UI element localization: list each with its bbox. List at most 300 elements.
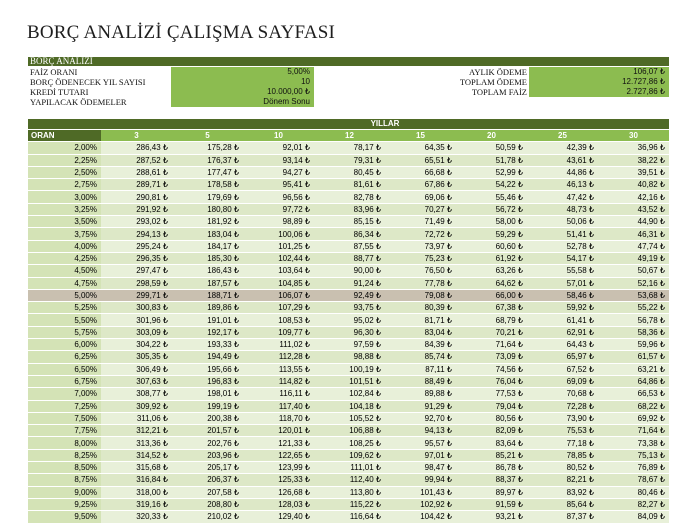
rate-cell[interactable]: 5,75% <box>28 326 101 338</box>
payment-cell[interactable]: 57,01 ₺ <box>527 277 598 289</box>
payment-cell[interactable]: 299,71 ₺ <box>101 289 172 301</box>
payment-cell[interactable]: 77,78 ₺ <box>385 277 456 289</box>
rate-cell[interactable]: 6,00% <box>28 339 101 351</box>
payment-cell[interactable]: 39,51 ₺ <box>598 166 669 178</box>
payment-cell[interactable]: 191,01 ₺ <box>172 314 243 326</box>
payment-cell[interactable]: 201,57 ₺ <box>172 425 243 437</box>
payment-cell[interactable]: 58,46 ₺ <box>527 289 598 301</box>
payment-cell[interactable]: 179,69 ₺ <box>172 191 243 203</box>
payment-cell[interactable]: 129,40 ₺ <box>243 511 314 523</box>
rate-cell[interactable]: 9,50% <box>28 511 101 523</box>
payment-cell[interactable]: 111,01 ₺ <box>314 462 385 474</box>
payment-cell[interactable]: 102,44 ₺ <box>243 252 314 264</box>
payment-cell[interactable]: 108,25 ₺ <box>314 437 385 449</box>
payment-cell[interactable]: 99,94 ₺ <box>385 474 456 486</box>
payment-cell[interactable]: 106,88 ₺ <box>314 425 385 437</box>
payment-cell[interactable]: 68,22 ₺ <box>598 400 669 412</box>
payment-cell[interactable]: 305,35 ₺ <box>101 351 172 363</box>
payment-cell[interactable]: 184,17 ₺ <box>172 240 243 252</box>
payment-cell[interactable]: 207,58 ₺ <box>172 486 243 498</box>
payment-cell[interactable]: 73,90 ₺ <box>527 412 598 424</box>
payment-cell[interactable]: 97,72 ₺ <box>243 203 314 215</box>
payment-cell[interactable]: 55,46 ₺ <box>456 191 527 203</box>
rate-cell[interactable]: 4,00% <box>28 240 101 252</box>
table-row <box>28 511 669 523</box>
payments-label: YAPILACAK ÖDEMELER <box>30 97 127 107</box>
payment-cell[interactable]: 93,75 ₺ <box>314 302 385 314</box>
payment-cell[interactable]: 208,80 ₺ <box>172 498 243 510</box>
payment-cell[interactable]: 64,62 ₺ <box>456 277 527 289</box>
payment-cell[interactable]: 80,45 ₺ <box>314 166 385 178</box>
payment-cell[interactable]: 98,89 ₺ <box>243 216 314 228</box>
payment-cell[interactable]: 85,64 ₺ <box>527 498 598 510</box>
table-row <box>28 179 669 191</box>
payment-cell[interactable]: 73,38 ₺ <box>598 437 669 449</box>
payment-cell[interactable]: 103,64 ₺ <box>243 265 314 277</box>
payment-cell[interactable]: 64,35 ₺ <box>385 142 456 154</box>
payment-cell[interactable]: 112,40 ₺ <box>314 474 385 486</box>
payment-cell[interactable]: 67,86 ₺ <box>385 179 456 191</box>
payment-cell[interactable]: 300,83 ₺ <box>101 302 172 314</box>
payment-cell[interactable]: 86,78 ₺ <box>456 462 527 474</box>
table-row <box>28 462 669 474</box>
payment-cell[interactable]: 298,59 ₺ <box>101 277 172 289</box>
payment-cell[interactable]: 64,86 ₺ <box>598 375 669 387</box>
rate-cell[interactable]: 5,00% <box>28 289 101 301</box>
payment-cell[interactable]: 76,04 ₺ <box>456 375 527 387</box>
payment-cell[interactable]: 80,39 ₺ <box>385 302 456 314</box>
payment-cell[interactable]: 92,01 ₺ <box>243 142 314 154</box>
payment-cell[interactable]: 52,16 ₺ <box>598 277 669 289</box>
payment-cell[interactable]: 54,17 ₺ <box>527 252 598 264</box>
payment-cell[interactable]: 301,96 ₺ <box>101 314 172 326</box>
payment-cell[interactable]: 75,23 ₺ <box>385 252 456 264</box>
payment-cell[interactable]: 43,61 ₺ <box>527 154 598 166</box>
payment-cell[interactable]: 61,92 ₺ <box>456 252 527 264</box>
total-interest-value: 2.727,86 ₺ <box>529 87 669 97</box>
rate-cell[interactable]: 2,00% <box>28 142 101 154</box>
payment-cell[interactable]: 50,59 ₺ <box>456 142 527 154</box>
payment-cell[interactable]: 66,68 ₺ <box>385 166 456 178</box>
payment-cell[interactable]: 66,00 ₺ <box>456 289 527 301</box>
payment-cell[interactable]: 93,14 ₺ <box>243 154 314 166</box>
rate-cell[interactable]: 2,50% <box>28 166 101 178</box>
payment-cell[interactable]: 80,56 ₺ <box>456 412 527 424</box>
payment-cell[interactable]: 63,26 ₺ <box>456 265 527 277</box>
payment-cell[interactable]: 51,78 ₺ <box>456 154 527 166</box>
payment-cell[interactable]: 183,04 ₺ <box>172 228 243 240</box>
payment-cell[interactable]: 194,49 ₺ <box>172 351 243 363</box>
payments-select[interactable]: Dönem Sonu <box>171 97 314 107</box>
table-row <box>28 498 669 510</box>
payment-cell[interactable]: 176,37 ₺ <box>172 154 243 166</box>
payment-cell[interactable]: 286,43 ₺ <box>101 142 172 154</box>
rate-cell[interactable]: 6,50% <box>28 363 101 375</box>
payment-cell[interactable]: 49,19 ₺ <box>598 252 669 264</box>
payment-cell[interactable]: 69,92 ₺ <box>598 412 669 424</box>
payment-cell[interactable]: 89,88 ₺ <box>385 388 456 400</box>
payment-cell[interactable]: 67,38 ₺ <box>456 302 527 314</box>
payment-cell[interactable]: 203,96 ₺ <box>172 449 243 461</box>
payment-cell[interactable]: 304,22 ₺ <box>101 339 172 351</box>
payment-cell[interactable]: 80,52 ₺ <box>527 462 598 474</box>
payment-cell[interactable]: 206,37 ₺ <box>172 474 243 486</box>
payment-cell[interactable]: 52,99 ₺ <box>456 166 527 178</box>
rate-cell[interactable]: 2,25% <box>28 154 101 166</box>
payment-cell[interactable]: 77,18 ₺ <box>527 437 598 449</box>
payment-cell[interactable]: 111,02 ₺ <box>243 339 314 351</box>
payment-cell[interactable]: 70,27 ₺ <box>385 203 456 215</box>
years-label: BORÇ ÖDENECEK YIL SAYISI <box>30 77 146 87</box>
payment-cell[interactable]: 51,41 ₺ <box>527 228 598 240</box>
rate-cell[interactable]: 3,25% <box>28 203 101 215</box>
payment-cell[interactable]: 42,16 ₺ <box>598 191 669 203</box>
payment-cell[interactable]: 128,03 ₺ <box>243 498 314 510</box>
payment-cell[interactable]: 315,68 ₺ <box>101 462 172 474</box>
payment-cell[interactable]: 88,77 ₺ <box>314 252 385 264</box>
rate-cell[interactable]: 4,50% <box>28 265 101 277</box>
payment-cell[interactable]: 293,02 ₺ <box>101 216 172 228</box>
rate-cell[interactable]: 7,25% <box>28 400 101 412</box>
payment-cell[interactable]: 82,27 ₺ <box>598 498 669 510</box>
payment-cell[interactable]: 88,37 ₺ <box>456 474 527 486</box>
payment-cell[interactable]: 314,52 ₺ <box>101 449 172 461</box>
payment-cell[interactable]: 98,47 ₺ <box>385 462 456 474</box>
payment-cell[interactable]: 62,91 ₺ <box>527 326 598 338</box>
payment-cell[interactable]: 316,84 ₺ <box>101 474 172 486</box>
payment-cell[interactable]: 36,96 ₺ <box>598 142 669 154</box>
rate-cell[interactable]: 4,25% <box>28 252 101 264</box>
payment-cell[interactable]: 77,53 ₺ <box>456 388 527 400</box>
rate-cell[interactable]: 9,25% <box>28 498 101 510</box>
payment-cell[interactable]: 67,52 ₺ <box>527 363 598 375</box>
payment-cell[interactable]: 90,00 ₺ <box>314 265 385 277</box>
payment-cell[interactable]: 189,86 ₺ <box>172 302 243 314</box>
payment-cell[interactable]: 313,36 ₺ <box>101 437 172 449</box>
payment-cell[interactable]: 104,85 ₺ <box>243 277 314 289</box>
payment-cell[interactable]: 82,78 ₺ <box>314 191 385 203</box>
payment-cell[interactable]: 42,39 ₺ <box>527 142 598 154</box>
payment-cell[interactable]: 295,24 ₺ <box>101 240 172 252</box>
payment-cell[interactable]: 89,97 ₺ <box>456 486 527 498</box>
payment-cell[interactable]: 297,47 ₺ <box>101 265 172 277</box>
payment-cell[interactable]: 113,80 ₺ <box>314 486 385 498</box>
payment-cell[interactable]: 306,49 ₺ <box>101 363 172 375</box>
rate-cell[interactable]: 8,75% <box>28 474 101 486</box>
payment-cell[interactable]: 112,28 ₺ <box>243 351 314 363</box>
payment-cell[interactable]: 100,06 ₺ <box>243 228 314 240</box>
payment-cell[interactable]: 80,46 ₺ <box>598 486 669 498</box>
payment-cell[interactable]: 188,71 ₺ <box>172 289 243 301</box>
payment-cell[interactable]: 199,19 ₺ <box>172 400 243 412</box>
years-header-spacer <box>28 119 101 130</box>
payment-cell[interactable]: 303,09 ₺ <box>101 326 172 338</box>
payment-cell[interactable]: 307,63 ₺ <box>101 375 172 387</box>
payment-cell[interactable]: 91,59 ₺ <box>456 498 527 510</box>
payment-cell[interactable]: 72,72 ₺ <box>385 228 456 240</box>
payment-cell[interactable]: 100,19 ₺ <box>314 363 385 375</box>
payment-cell[interactable]: 44,86 ₺ <box>527 166 598 178</box>
payment-cell[interactable]: 86,34 ₺ <box>314 228 385 240</box>
payment-cell[interactable]: 58,36 ₺ <box>598 326 669 338</box>
payment-cell[interactable]: 309,92 ₺ <box>101 400 172 412</box>
payment-cell[interactable]: 82,09 ₺ <box>456 425 527 437</box>
rate-cell[interactable]: 7,50% <box>28 412 101 424</box>
payment-cell[interactable]: 83,04 ₺ <box>385 326 456 338</box>
payment-cell[interactable]: 101,51 ₺ <box>314 375 385 387</box>
rate-cell[interactable]: 4,75% <box>28 277 101 289</box>
payment-cell[interactable]: 91,24 ₺ <box>314 277 385 289</box>
payment-cell[interactable]: 83,92 ₺ <box>527 486 598 498</box>
payment-cell[interactable]: 83,64 ₺ <box>456 437 527 449</box>
rate-cell[interactable]: 7,00% <box>28 388 101 400</box>
payment-cell[interactable]: 68,79 ₺ <box>456 314 527 326</box>
payment-cell[interactable]: 122,65 ₺ <box>243 449 314 461</box>
payment-cell[interactable]: 55,58 ₺ <box>527 265 598 277</box>
payment-cell[interactable]: 78,17 ₺ <box>314 142 385 154</box>
payment-cell[interactable]: 59,96 ₺ <box>598 339 669 351</box>
rate-cell[interactable]: 8,25% <box>28 449 101 461</box>
payment-cell[interactable]: 319,16 ₺ <box>101 498 172 510</box>
payment-cell[interactable]: 109,62 ₺ <box>314 449 385 461</box>
payment-cell[interactable]: 96,30 ₺ <box>314 326 385 338</box>
payment-cell[interactable]: 65,51 ₺ <box>385 154 456 166</box>
payment-cell[interactable]: 87,11 ₺ <box>385 363 456 375</box>
payment-cell[interactable]: 192,17 ₺ <box>172 326 243 338</box>
payment-cell[interactable]: 60,60 ₺ <box>456 240 527 252</box>
payment-cell[interactable]: 56,78 ₺ <box>598 314 669 326</box>
payment-cell[interactable]: 287,52 ₺ <box>101 154 172 166</box>
payment-cell[interactable]: 175,28 ₺ <box>172 142 243 154</box>
rate-cell[interactable]: 5,25% <box>28 302 101 314</box>
rate-cell[interactable]: 3,75% <box>28 228 101 240</box>
payment-cell[interactable]: 47,42 ₺ <box>527 191 598 203</box>
payment-cell[interactable]: 79,08 ₺ <box>385 289 456 301</box>
payment-cell[interactable]: 101,25 ₺ <box>243 240 314 252</box>
payment-cell[interactable]: 187,57 ₺ <box>172 277 243 289</box>
payment-cell[interactable]: 70,21 ₺ <box>456 326 527 338</box>
payment-cell[interactable]: 43,52 ₺ <box>598 203 669 215</box>
payment-cell[interactable]: 74,56 ₺ <box>456 363 527 375</box>
payment-cell[interactable]: 97,59 ₺ <box>314 339 385 351</box>
payment-cell[interactable]: 108,53 ₺ <box>243 314 314 326</box>
payment-cell[interactable]: 320,33 ₺ <box>101 511 172 523</box>
payment-cell[interactable]: 114,82 ₺ <box>243 375 314 387</box>
payment-cell[interactable]: 120,01 ₺ <box>243 425 314 437</box>
payment-cell[interactable]: 75,13 ₺ <box>598 449 669 461</box>
payment-cell[interactable]: 102,92 ₺ <box>385 498 456 510</box>
payment-cell[interactable]: 59,29 ₺ <box>456 228 527 240</box>
payment-cell[interactable]: 95,02 ₺ <box>314 314 385 326</box>
total-payment-label: TOPLAM ÖDEME <box>459 77 527 87</box>
payment-cell[interactable]: 87,37 ₺ <box>527 511 598 523</box>
payment-cell[interactable]: 55,22 ₺ <box>598 302 669 314</box>
payment-cell[interactable]: 195,66 ₺ <box>172 363 243 375</box>
payment-cell[interactable]: 76,50 ₺ <box>385 265 456 277</box>
payment-cell[interactable]: 46,31 ₺ <box>598 228 669 240</box>
payment-cell[interactable]: 180,80 ₺ <box>172 203 243 215</box>
payment-cell[interactable]: 177,47 ₺ <box>172 166 243 178</box>
payment-cell[interactable]: 71,64 ₺ <box>456 339 527 351</box>
rate-cell[interactable]: 8,00% <box>28 437 101 449</box>
payment-cell[interactable]: 312,21 ₺ <box>101 425 172 437</box>
payment-cell[interactable]: 75,53 ₺ <box>527 425 598 437</box>
payment-cell[interactable]: 101,43 ₺ <box>385 486 456 498</box>
payment-cell[interactable]: 83,96 ₺ <box>314 203 385 215</box>
payment-cell[interactable]: 61,41 ₺ <box>527 314 598 326</box>
payment-cell[interactable]: 107,29 ₺ <box>243 302 314 314</box>
rate-cell[interactable]: 7,75% <box>28 425 101 437</box>
table-row <box>28 252 669 264</box>
payment-cell[interactable]: 73,97 ₺ <box>385 240 456 252</box>
payment-cell[interactable]: 81,61 ₺ <box>314 179 385 191</box>
payment-cell[interactable]: 69,06 ₺ <box>385 191 456 203</box>
payment-cell[interactable]: 95,41 ₺ <box>243 179 314 191</box>
table-row <box>28 314 669 326</box>
payment-cell[interactable]: 185,30 ₺ <box>172 252 243 264</box>
payment-cell[interactable]: 318,00 ₺ <box>101 486 172 498</box>
payment-cell[interactable]: 193,33 ₺ <box>172 339 243 351</box>
payment-cell[interactable]: 70,68 ₺ <box>527 388 598 400</box>
payment-cell[interactable]: 95,57 ₺ <box>385 437 456 449</box>
rate-input[interactable]: 5,00% <box>171 67 314 77</box>
payment-cell[interactable]: 202,76 ₺ <box>172 437 243 449</box>
payment-cell[interactable]: 121,33 ₺ <box>243 437 314 449</box>
payment-cell[interactable]: 210,02 ₺ <box>172 511 243 523</box>
payment-cell[interactable]: 85,21 ₺ <box>456 449 527 461</box>
payment-cell[interactable]: 52,78 ₺ <box>527 240 598 252</box>
payment-cell[interactable]: 46,13 ₺ <box>527 179 598 191</box>
rate-cell[interactable]: 3,00% <box>28 191 101 203</box>
payment-cell[interactable]: 109,77 ₺ <box>243 326 314 338</box>
rate-cell[interactable]: 5,50% <box>28 314 101 326</box>
payment-cell[interactable]: 85,74 ₺ <box>385 351 456 363</box>
payment-cell[interactable]: 178,58 ₺ <box>172 179 243 191</box>
payment-cell[interactable]: 97,01 ₺ <box>385 449 456 461</box>
table-row <box>28 240 669 252</box>
payment-cell[interactable]: 82,21 ₺ <box>527 474 598 486</box>
payment-cell[interactable]: 44,90 ₺ <box>598 216 669 228</box>
payment-cell[interactable]: 50,06 ₺ <box>527 216 598 228</box>
rate-cell[interactable]: 2,75% <box>28 179 101 191</box>
payment-cell[interactable]: 125,33 ₺ <box>243 474 314 486</box>
table-row <box>28 363 669 375</box>
payment-cell[interactable]: 48,73 ₺ <box>527 203 598 215</box>
payment-cell[interactable]: 79,04 ₺ <box>456 400 527 412</box>
payment-cell[interactable]: 78,67 ₺ <box>598 474 669 486</box>
total-interest-label: TOPLAM FAİZ <box>471 87 527 97</box>
payment-cell[interactable]: 92,49 ₺ <box>314 289 385 301</box>
payment-cell[interactable]: 104,42 ₺ <box>385 511 456 523</box>
table-row <box>28 400 669 412</box>
years-input[interactable]: 10 <box>171 77 314 87</box>
payment-cell[interactable]: 308,77 ₺ <box>101 388 172 400</box>
payment-cell[interactable]: 94,27 ₺ <box>243 166 314 178</box>
payment-cell[interactable]: 181,92 ₺ <box>172 216 243 228</box>
payment-cell[interactable]: 116,11 ₺ <box>243 388 314 400</box>
payment-cell[interactable]: 294,13 ₺ <box>101 228 172 240</box>
payment-cell[interactable]: 69,09 ₺ <box>527 375 598 387</box>
payment-cell[interactable]: 92,70 ₺ <box>385 412 456 424</box>
payment-cell[interactable]: 290,81 ₺ <box>101 191 172 203</box>
payment-cell[interactable]: 81,71 ₺ <box>385 314 456 326</box>
payment-cell[interactable]: 78,85 ₺ <box>527 449 598 461</box>
payment-cell[interactable]: 115,22 ₺ <box>314 498 385 510</box>
payment-cell[interactable]: 104,18 ₺ <box>314 400 385 412</box>
payment-cell[interactable]: 96,56 ₺ <box>243 191 314 203</box>
payment-cell[interactable]: 105,52 ₺ <box>314 412 385 424</box>
payment-cell[interactable]: 116,64 ₺ <box>314 511 385 523</box>
rate-cell[interactable]: 6,75% <box>28 375 101 387</box>
payment-cell[interactable]: 123,99 ₺ <box>243 462 314 474</box>
table-row <box>28 412 669 424</box>
payment-cell[interactable]: 84,39 ₺ <box>385 339 456 351</box>
payment-cell[interactable]: 117,40 ₺ <box>243 400 314 412</box>
payment-cell[interactable]: 53,68 ₺ <box>598 289 669 301</box>
year-column-header: 10 <box>243 130 314 142</box>
payment-cell[interactable]: 84,09 ₺ <box>598 511 669 523</box>
payment-cell[interactable]: 196,83 ₺ <box>172 375 243 387</box>
payment-cell[interactable]: 311,06 ₺ <box>101 412 172 424</box>
payment-cell[interactable]: 66,53 ₺ <box>598 388 669 400</box>
payment-cell[interactable]: 288,61 ₺ <box>101 166 172 178</box>
payment-cell[interactable]: 76,89 ₺ <box>598 462 669 474</box>
payment-cell[interactable]: 113,55 ₺ <box>243 363 314 375</box>
payment-cell[interactable]: 54,22 ₺ <box>456 179 527 191</box>
amount-input[interactable]: 10.000,00 ₺ <box>171 87 314 97</box>
payment-cell[interactable]: 61,57 ₺ <box>598 351 669 363</box>
payment-cell[interactable]: 106,07 ₺ <box>243 289 314 301</box>
rate-cell[interactable]: 8,50% <box>28 462 101 474</box>
payment-cell[interactable]: 58,00 ₺ <box>456 216 527 228</box>
rate-cell[interactable]: 3,50% <box>28 216 101 228</box>
payment-cell[interactable]: 205,17 ₺ <box>172 462 243 474</box>
payment-cell[interactable]: 47,74 ₺ <box>598 240 669 252</box>
payment-cell[interactable]: 102,84 ₺ <box>314 388 385 400</box>
payment-cell[interactable]: 85,15 ₺ <box>314 216 385 228</box>
payment-cell[interactable]: 200,38 ₺ <box>172 412 243 424</box>
payment-cell[interactable]: 59,92 ₺ <box>527 302 598 314</box>
payment-cell[interactable]: 50,67 ₺ <box>598 265 669 277</box>
rate-cell[interactable]: 9,00% <box>28 486 101 498</box>
payment-cell[interactable]: 94,13 ₺ <box>385 425 456 437</box>
payment-cell[interactable]: 72,28 ₺ <box>527 400 598 412</box>
payment-cell[interactable]: 296,35 ₺ <box>101 252 172 264</box>
payment-cell[interactable]: 71,49 ₺ <box>385 216 456 228</box>
payment-cell[interactable]: 186,43 ₺ <box>172 265 243 277</box>
payment-cell[interactable]: 198,01 ₺ <box>172 388 243 400</box>
payment-cell[interactable]: 65,97 ₺ <box>527 351 598 363</box>
payment-cell[interactable]: 88,49 ₺ <box>385 375 456 387</box>
payment-cell[interactable]: 40,82 ₺ <box>598 179 669 191</box>
payment-cell[interactable]: 289,71 ₺ <box>101 179 172 191</box>
payment-cell[interactable]: 91,29 ₺ <box>385 400 456 412</box>
payment-cell[interactable]: 71,64 ₺ <box>598 425 669 437</box>
payment-cell[interactable]: 79,31 ₺ <box>314 154 385 166</box>
payment-cell[interactable]: 126,68 ₺ <box>243 486 314 498</box>
rate-cell[interactable]: 6,25% <box>28 351 101 363</box>
payment-cell[interactable]: 98,88 ₺ <box>314 351 385 363</box>
payment-cell[interactable]: 63,21 ₺ <box>598 363 669 375</box>
payment-cell[interactable]: 73,09 ₺ <box>456 351 527 363</box>
payment-cell[interactable]: 87,55 ₺ <box>314 240 385 252</box>
payment-cell[interactable]: 38,22 ₺ <box>598 154 669 166</box>
payment-cell[interactable]: 93,21 ₺ <box>456 511 527 523</box>
payment-cell[interactable]: 118,70 ₺ <box>243 412 314 424</box>
payment-cell[interactable]: 291,92 ₺ <box>101 203 172 215</box>
payment-cell[interactable]: 56,72 ₺ <box>456 203 527 215</box>
payment-cell[interactable]: 64,43 ₺ <box>527 339 598 351</box>
